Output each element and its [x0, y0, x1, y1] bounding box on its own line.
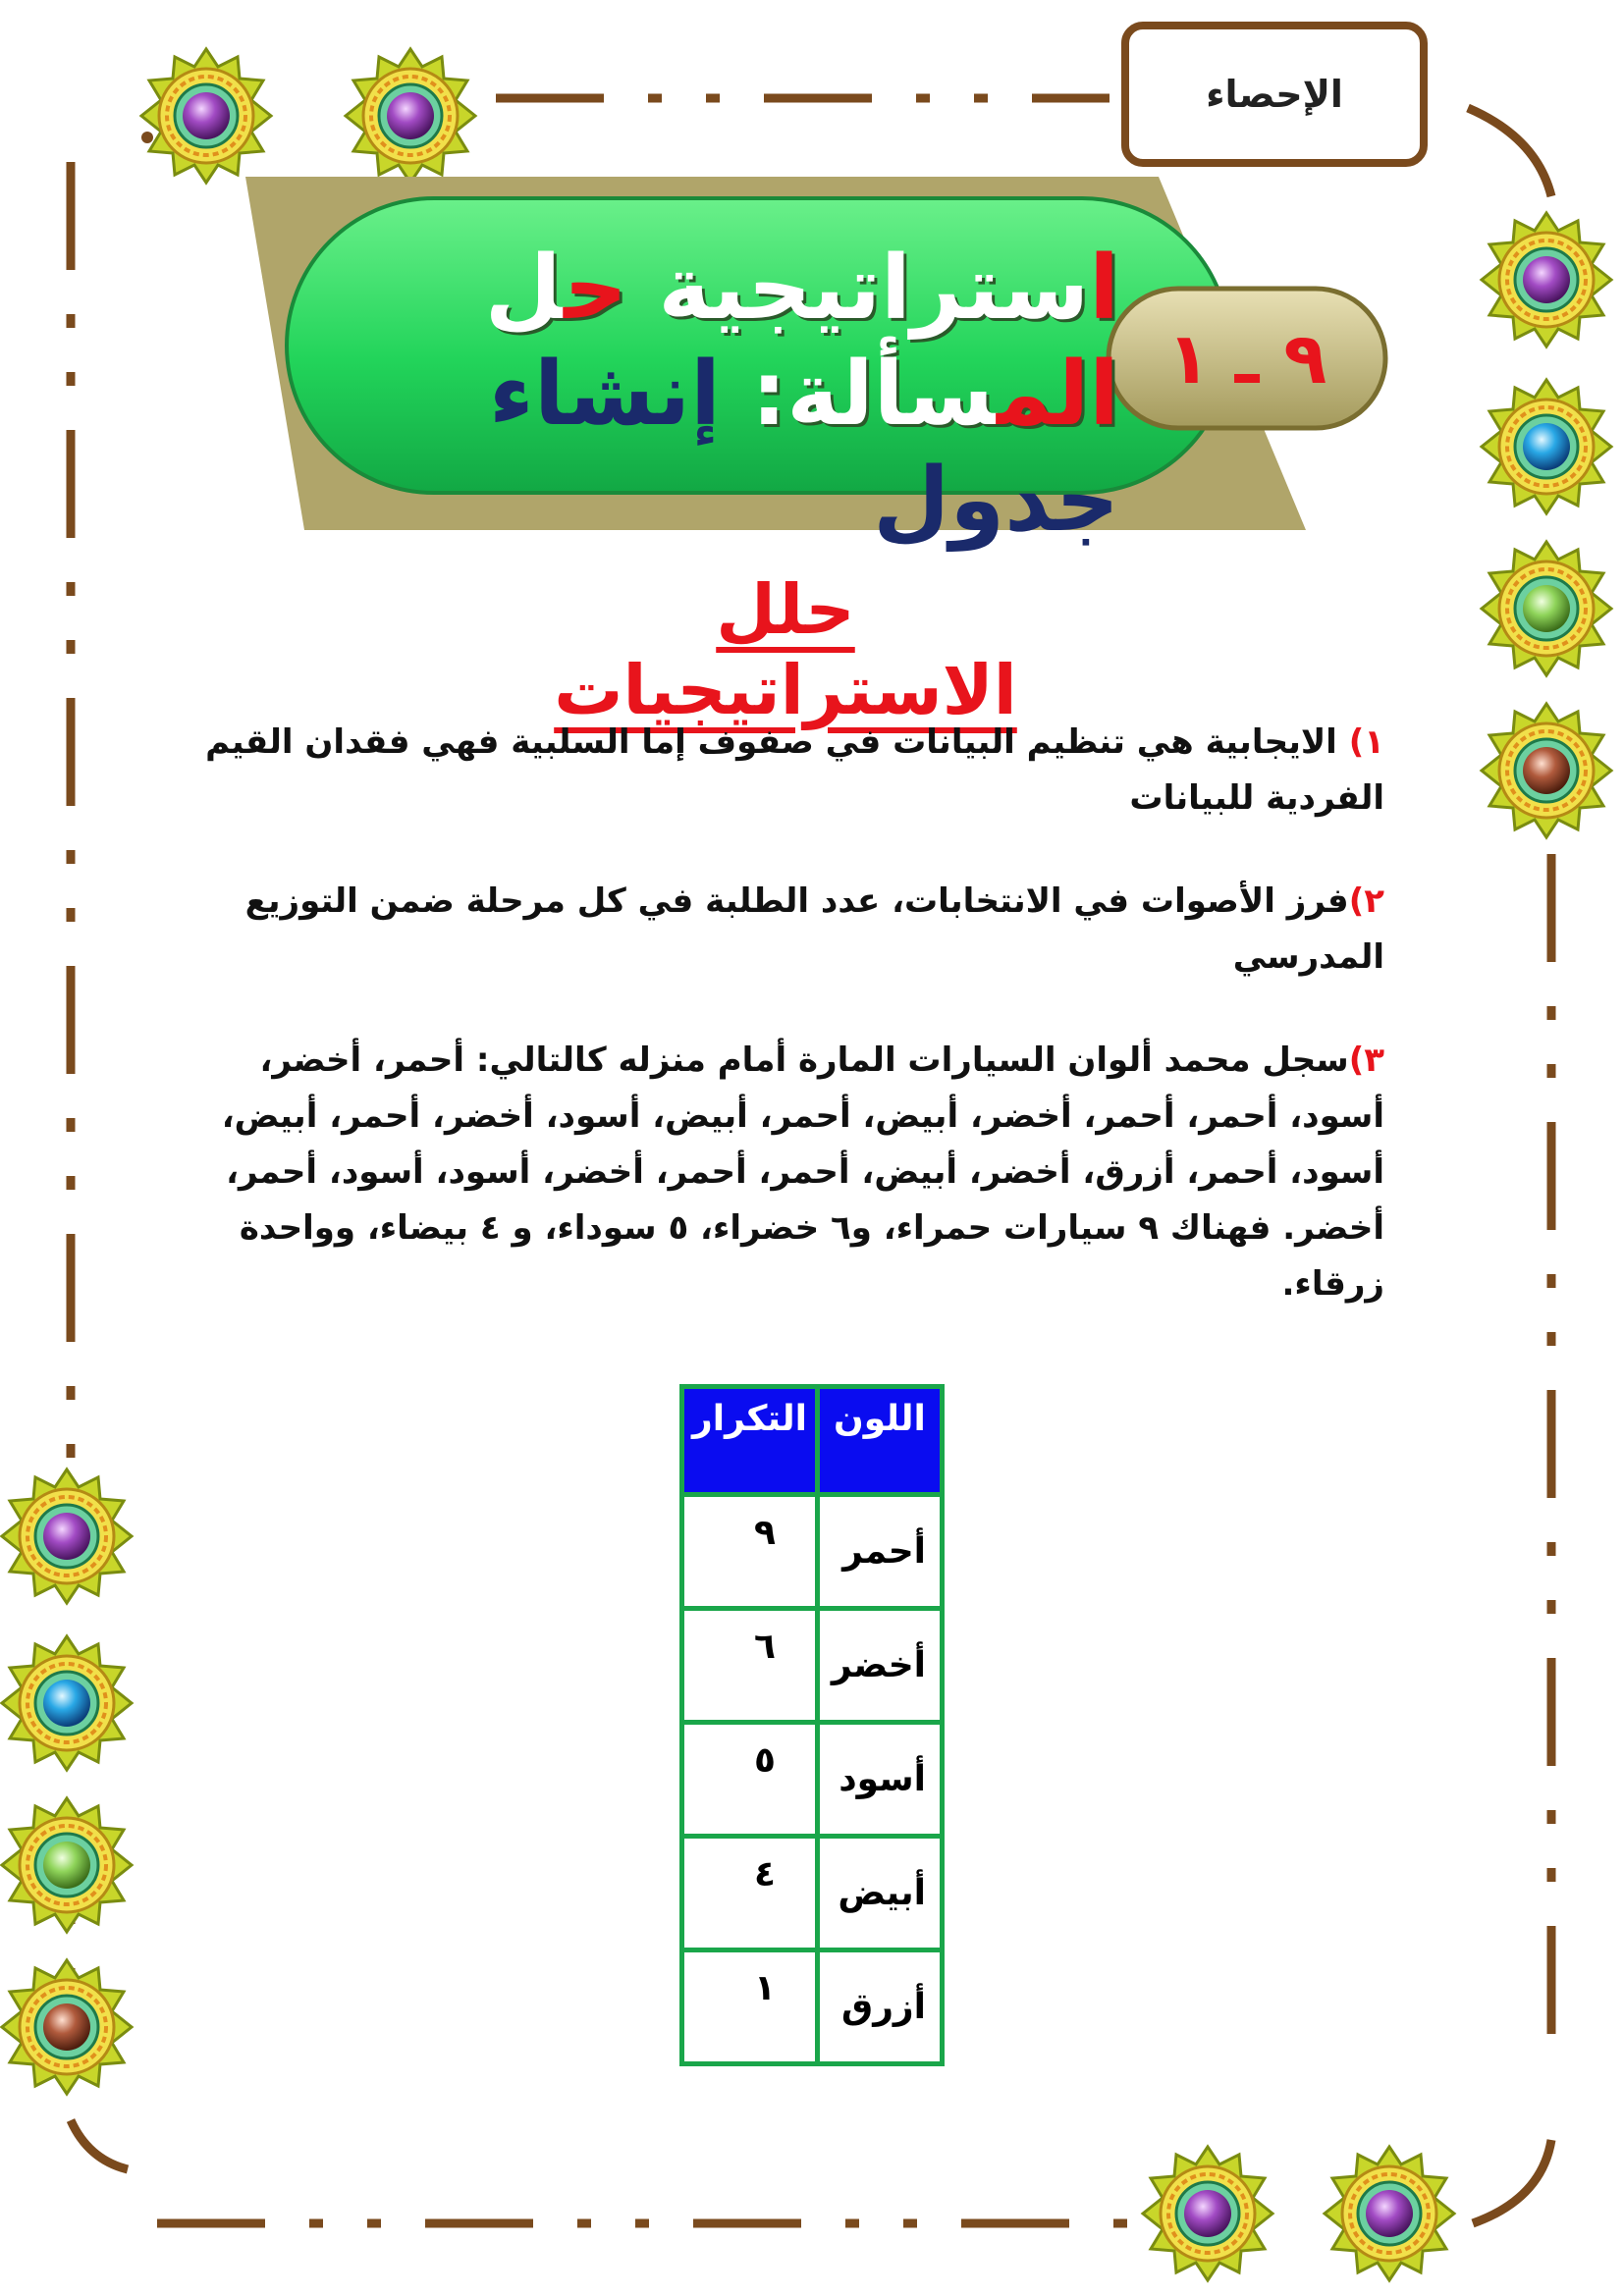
- paragraph-text: سجل محمد ألوان السيارات المارة أمام منزله كالتالي: أحمر، أخضر، أسود، أحمر، أحمر، أخضر، أبيض، أحمر، أبيض، أسود، أخضر، أحمر، أبيض، أسود، أحمر، أزرق، أخضر، أبيض، أحمر، أحمر، أخضر، أسود، أسود، أحمر، أخضر. فهناك ٩ سيارات حمراء، و٦ خضراء، ٥ سوداء، و ٤ بيضاء، وواحدة زرقاء.: [221, 1041, 1384, 1304]
- title-line-1: استراتيجية حل: [484, 237, 1119, 340]
- title-line-2: المسألة: إنشاء جدول: [488, 343, 1119, 552]
- table-row: [682, 1495, 943, 1609]
- header-color: اللون: [817, 1387, 942, 1495]
- header-count: التكرار: [682, 1387, 818, 1495]
- paragraph-number: ١): [1348, 722, 1384, 762]
- paragraph-1: [196, 715, 1384, 827]
- frequency-table: [679, 1384, 945, 2066]
- paragraph-2: [196, 874, 1384, 986]
- cell-count: ٤: [682, 1837, 818, 1950]
- cell-count: ٦: [682, 1609, 818, 1723]
- cell-count: ١: [682, 1950, 818, 2064]
- table-row: [682, 1723, 943, 1837]
- cell-color: أحمر: [817, 1495, 942, 1609]
- paragraph-number: ٢): [1348, 881, 1384, 921]
- paragraph-3: [196, 1033, 1384, 1312]
- cell-color: أزرق: [817, 1950, 942, 2064]
- cell-color: أسود: [817, 1723, 942, 1837]
- cell-count: ٩: [682, 1495, 818, 1609]
- subject-tag: [1121, 22, 1428, 167]
- table-row: [682, 1950, 943, 2064]
- lesson-number: ٩ ـ ١: [1166, 317, 1327, 400]
- cell-count: ٥: [682, 1723, 818, 1837]
- table-row: [682, 1837, 943, 1950]
- cell-color: أبيض: [817, 1837, 942, 1950]
- cell-color: أخضر: [817, 1609, 942, 1723]
- table-row: [682, 1609, 943, 1723]
- paragraph-text: الايجابية هي تنظيم البيانات في صفوف إما السلبية فهي فقدان القيم الفردية للبيانات: [205, 722, 1384, 818]
- section-heading: حلل الاستراتيجيات: [554, 569, 1017, 730]
- paragraph-text: فرز الأصوات في الانتخابات، عدد الطلبة في كل مرحلة ضمن التوزيع المدرسي: [244, 881, 1384, 977]
- page-title: [295, 236, 1119, 554]
- subject-label: الإحصاء: [1206, 73, 1343, 116]
- table-header-row: [682, 1387, 943, 1495]
- paragraph-number: ٣): [1348, 1041, 1384, 1080]
